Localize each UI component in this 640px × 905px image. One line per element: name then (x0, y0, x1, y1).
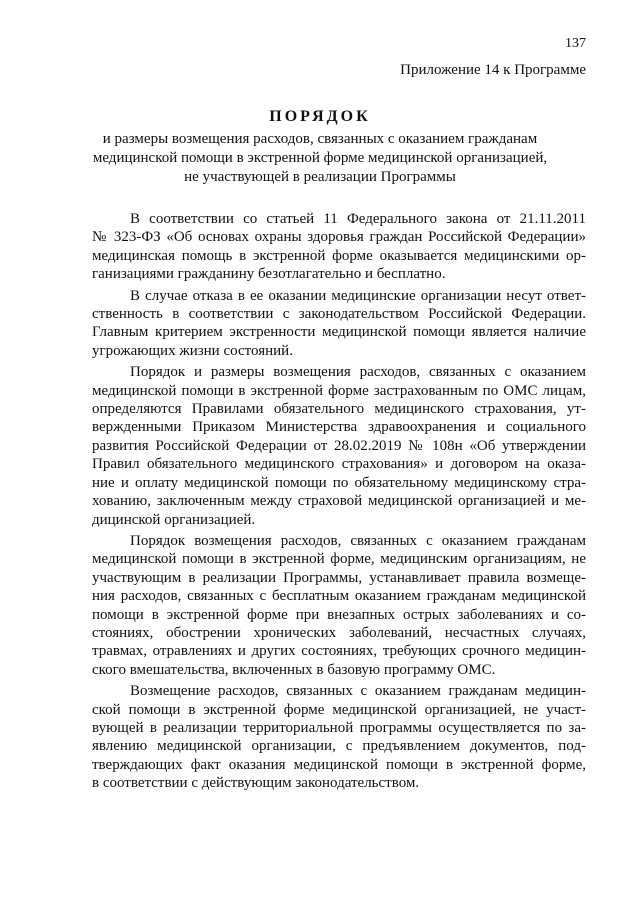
text-line: Возмещение расходов, связанных с оказанием гражданам медицин- (130, 683, 586, 700)
text-line: развития Российской Федерации от 28.02.2019 № 108н «Об утверждении (92, 437, 586, 454)
text-line: хованию, заключенным между страховой медицинской организацией и ме- (92, 493, 586, 510)
subtitle-line: не участвующей в реализации Программы (184, 169, 456, 185)
document-title: ПОРЯДОК (269, 108, 371, 125)
appendix-label: Приложение 14 к Программе (400, 62, 586, 78)
text-line: помощи в экстренной форме при внезапных острых заболеваниях и со- (92, 606, 586, 623)
text-line: ственность в соответствии с законодательством Российской Федерации. (92, 306, 586, 323)
subtitle-line: медицинской помощи в экстренной форме медицинской организацией, (92, 150, 548, 166)
paragraph (92, 532, 586, 679)
text-line: в соответствии с действующим законодательством. (92, 775, 420, 792)
text-line: медицинская помощь в экстренной форме оказывается медицинскими ор- (92, 247, 586, 264)
text-line: Порядок и размеры возмещения расходов, связанных с оказанием (130, 364, 586, 381)
text-line: участвующим в реализации Программы, устанавливает правила возмеще- (92, 569, 586, 586)
paragraph (92, 287, 586, 361)
text-line: медицинской помощи в экстренной форме, медицинским организациям, не (92, 551, 586, 568)
text-line: медицинской помощи в экстренной форме застрахованным по ОМС лицам, (92, 382, 586, 399)
text-line: ганизациями гражданину безотлагательно и бесплатно. (92, 266, 446, 283)
paragraph (92, 682, 586, 792)
document-subtitle (60, 130, 580, 187)
text-line: вержденными Приказом Министерства здравоохранения и социального (92, 419, 586, 436)
text-line: дицинской организацией. (92, 511, 256, 528)
text-line: ние и оплату медицинской помощи по обязательному медицинскому стра- (92, 474, 586, 491)
text-line: В случае отказа в ее оказании медицинские организации несут ответ- (130, 287, 586, 304)
paragraph (92, 210, 586, 284)
text-line: ского вмешательства, включенных в базовую программу ОМС. (92, 661, 496, 678)
text-line: угрожающих жизни состояний. (92, 342, 293, 359)
page-number: 137 (565, 36, 586, 51)
text-line: тверждающих факт оказания медицинской помощи в экстренной форме, (92, 756, 586, 773)
document-body (92, 210, 586, 796)
text-line: В соответствии со статьей 11 Федерального закона от 21.11.2011 (130, 211, 586, 227)
text-line: стояниях, обострении хронических заболеваний, несчастных случаях, (92, 624, 586, 641)
text-line: травмах, отравлениях и других состояниях, требующих срочного медицин- (92, 643, 586, 660)
text-line: Главным критерием экстренности медицинской помощи является наличие (92, 324, 586, 341)
subtitle-line: и размеры возмещения расходов, связанных с оказанием гражданам (102, 131, 538, 147)
text-line: № 323-ФЗ «Об основах охраны здоровья граждан Российской Федерации» (92, 229, 586, 246)
text-line: вующей в реализации территориальной программы осуществляется по за- (92, 719, 586, 736)
text-line: ния расходов, связанных с бесплатным оказанием гражданам медицинской (92, 588, 586, 605)
text-line: Порядок возмещения расходов, связанных с оказанием гражданам (130, 532, 586, 549)
paragraph (92, 363, 586, 529)
text-line: определяются Правилами обязательного медицинского страхования, ут- (92, 401, 586, 418)
text-line: Правил обязательного медицинского страхования» и договором на оказа- (92, 456, 586, 473)
text-line: ской помощи в экстренной форме медицинской организацией, не участ- (92, 701, 586, 718)
text-line: явлению медицинской организации, с предъявлением документов, под- (92, 738, 586, 755)
